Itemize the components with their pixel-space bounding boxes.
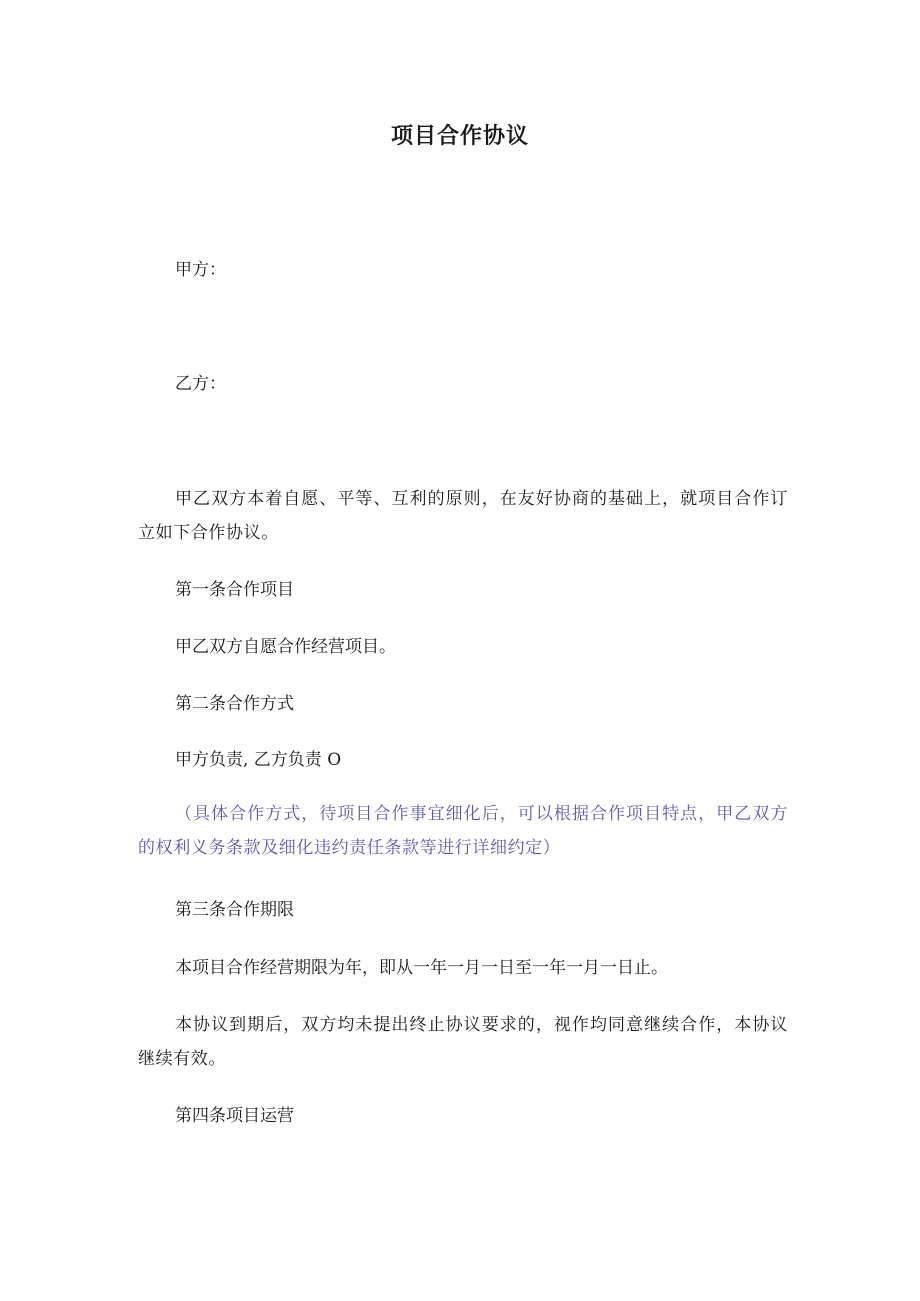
article-4-heading: 第四条项目运营 [175,1106,294,1126]
article-3-heading: 第三条合作期限 [175,900,294,920]
article-1-text: 甲乙双方自愿合作经营项目。 [175,637,396,657]
article-2-heading: 第二条合作方式 [175,694,294,714]
article-3-text-2: 本协议到期后，双方均未提出终止协议要求的，视作均同意继续合作，本协议继续有效。 [138,1015,788,1069]
party-b-label: 乙方： [175,374,226,394]
article-2-note: （具体合作方式，待项目合作事宜细化后，可以根据合作项目特点，甲乙双方的权利义务条款及细化违约责任条款等进行详细约定） [138,804,788,858]
article-2-text: 甲方负责, 乙方负责 O [175,750,342,770]
document-title: 项目合作协议 [390,124,529,149]
intro-paragraph: 甲乙双方本着自愿、平等、互利的原则，在友好协商的基础上，就项目合作订立如下合作协议。 [138,489,788,543]
article-1-heading: 第一条合作项目 [175,580,294,600]
party-a-label: 甲方： [175,260,226,280]
article-3-text-1: 本项目合作经营期限为年，即从一年一月一日至一年一月一日止。 [175,958,668,978]
